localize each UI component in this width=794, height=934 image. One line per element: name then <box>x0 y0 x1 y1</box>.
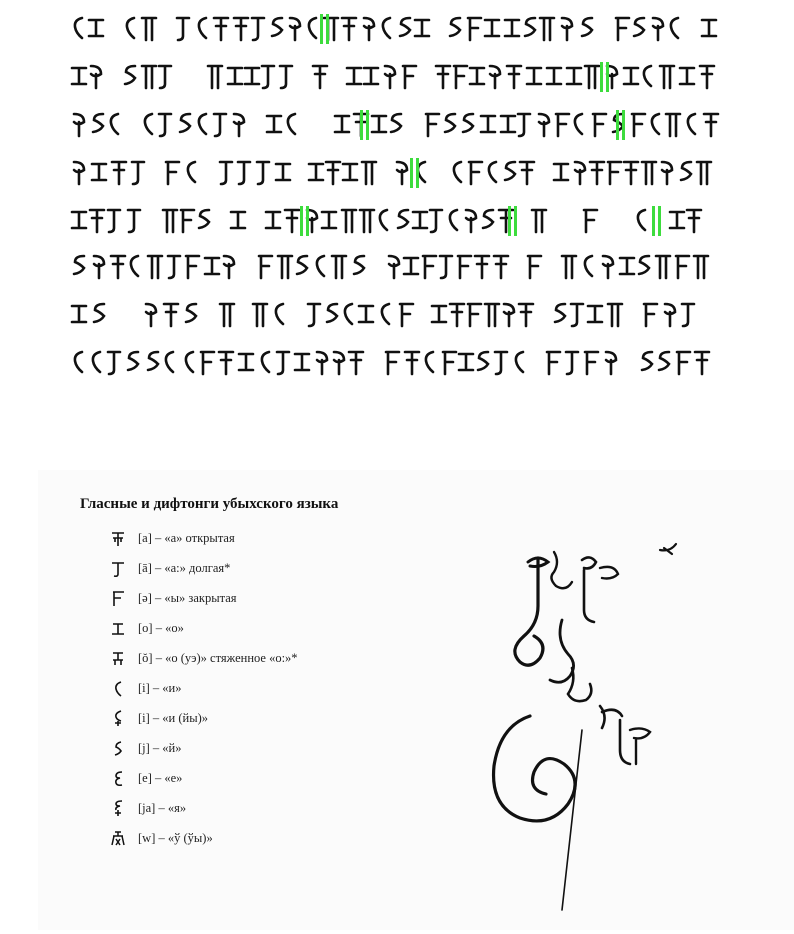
script-glyph <box>199 114 206 134</box>
row-text: [o] – «о» <box>138 620 184 635</box>
script-glyph <box>404 258 418 274</box>
script-glyph <box>475 256 489 278</box>
script-glyph <box>309 164 323 180</box>
script-glyph <box>327 304 337 322</box>
script-glyph <box>224 256 234 278</box>
script-glyph <box>128 210 140 232</box>
separator-mark <box>606 62 609 92</box>
script-glyph <box>257 162 269 184</box>
script-glyph <box>309 18 316 38</box>
script-glyph <box>234 18 248 40</box>
separator-mark <box>320 14 323 44</box>
script-glyph <box>342 210 356 232</box>
table-row <box>110 556 230 580</box>
script-glyph <box>555 304 565 322</box>
script-glyph <box>403 66 416 88</box>
row-text: [ā] – «а:» долгая* <box>138 560 231 575</box>
table-row <box>110 826 213 850</box>
script-glyph <box>262 66 274 88</box>
script-glyph <box>142 18 156 40</box>
a-glyph-icon <box>110 529 126 547</box>
script-glyph <box>702 20 716 36</box>
aa-glyph-icon <box>110 559 126 577</box>
script-glyph <box>326 162 340 184</box>
script-glyph <box>266 212 280 228</box>
script-glyph <box>405 352 419 374</box>
script-glyph <box>670 212 684 228</box>
script-glyph <box>413 212 427 228</box>
script-glyph <box>483 210 493 228</box>
script-glyph <box>285 210 299 232</box>
o-glyph-icon <box>110 619 126 637</box>
separator-mark <box>658 206 661 236</box>
script-glyph <box>616 18 629 40</box>
script-glyph <box>700 66 714 88</box>
script-glyph <box>652 114 659 134</box>
separator-mark <box>616 110 619 140</box>
script-glyph <box>391 114 401 132</box>
script-glyph <box>454 162 461 182</box>
script-glyph <box>540 18 554 40</box>
script-glyph <box>681 162 691 180</box>
script-glyph <box>252 18 264 40</box>
script-glyph <box>426 352 433 372</box>
separator-mark <box>652 206 655 236</box>
script-glyph <box>400 18 410 36</box>
calligraphy-illustration <box>450 540 700 920</box>
script-glyph <box>466 210 476 232</box>
script-glyph <box>72 212 86 228</box>
script-glyph <box>231 212 245 228</box>
row-text: [a] – «а» открытая <box>138 530 235 545</box>
separator-mark <box>416 158 419 188</box>
script-glyph <box>159 66 171 88</box>
script-glyph <box>624 162 638 184</box>
script-glyph <box>188 162 195 182</box>
script-glyph <box>345 304 352 324</box>
script-glyph <box>660 66 674 88</box>
script-glyph <box>92 164 106 180</box>
script-glyph <box>128 352 138 370</box>
script-glyph <box>208 66 222 88</box>
script-glyph <box>450 210 457 230</box>
script-glyph <box>585 256 592 276</box>
script-glyph <box>146 304 156 326</box>
script-glyph <box>481 116 495 132</box>
script-glyph <box>566 352 578 374</box>
script-glyph <box>93 114 103 132</box>
script-glyph <box>72 68 86 84</box>
script-glyph <box>585 352 598 374</box>
script-glyph <box>131 256 138 276</box>
script-glyph <box>584 210 597 232</box>
script-glyph <box>159 114 171 136</box>
separator-mark <box>622 110 625 140</box>
script-glyph <box>93 352 100 372</box>
script-glyph <box>644 66 651 86</box>
separator-mark <box>360 110 363 140</box>
script-glyph <box>199 18 206 38</box>
script-glyph <box>677 352 690 374</box>
script-glyph <box>245 68 259 84</box>
script-glyph <box>507 66 521 88</box>
script-glyph <box>276 304 283 324</box>
script-glyph <box>74 114 84 136</box>
script-glyph <box>372 116 386 132</box>
script-glyph <box>454 66 467 88</box>
script-glyph <box>354 256 364 274</box>
row-text: [w] – «ў (ўы)» <box>138 830 213 845</box>
table-row <box>110 646 298 670</box>
script-glyph <box>186 304 196 322</box>
script-glyph <box>234 114 244 136</box>
script-glyph <box>385 66 395 88</box>
script-glyph <box>168 256 180 278</box>
script-glyph <box>347 68 361 84</box>
script-glyph <box>501 116 515 132</box>
script-glyph <box>349 352 363 374</box>
script-glyph <box>415 20 429 36</box>
script-glyph <box>201 352 214 374</box>
script-glyph <box>94 256 104 278</box>
script-glyph <box>445 114 455 132</box>
script-glyph <box>262 352 269 372</box>
script-glyph <box>463 114 473 132</box>
script-glyph <box>186 256 199 278</box>
schwa-glyph-icon <box>110 589 126 607</box>
script-glyph <box>634 18 644 36</box>
row-text: [i] – «и» <box>138 680 182 695</box>
script-glyph <box>470 68 484 84</box>
script-glyph <box>276 164 290 180</box>
script-glyph <box>593 114 606 136</box>
script-glyph <box>695 352 709 374</box>
script-glyph <box>220 162 232 184</box>
script-glyph <box>177 18 189 40</box>
script-glyph <box>562 256 576 278</box>
script-glyph <box>642 162 656 184</box>
script-glyph <box>450 18 460 36</box>
script-glyph <box>148 256 162 278</box>
script-glyph <box>74 162 84 184</box>
script-glyph <box>364 18 374 40</box>
script-glyph <box>148 352 158 370</box>
script-glyph <box>205 258 219 274</box>
separator-mark <box>600 62 603 92</box>
script-glyph <box>682 304 694 326</box>
script-glyph <box>575 114 582 134</box>
script-glyph <box>259 256 272 278</box>
script-glyph <box>383 18 390 38</box>
script-glyph <box>359 306 373 322</box>
script-glyph <box>525 18 535 36</box>
script-glyph <box>659 352 669 370</box>
script-glyph <box>697 162 711 184</box>
script-glyph <box>342 18 356 40</box>
script-glyph <box>547 68 561 84</box>
separator-mark <box>300 206 303 236</box>
script-glyph <box>219 352 233 374</box>
script-glyph <box>571 304 583 326</box>
script-glyph <box>608 162 621 184</box>
script-glyph <box>125 66 135 84</box>
row-text: [i] – «и (йы)» <box>138 710 209 725</box>
script-glyph <box>142 66 156 88</box>
script-glyph <box>468 304 481 326</box>
script-glyph <box>459 354 473 370</box>
script-glyph <box>582 18 592 36</box>
script-glyph <box>606 352 616 374</box>
separator-mark <box>366 110 369 140</box>
script-glyph <box>653 18 663 40</box>
script-glyph <box>278 256 292 278</box>
row-text: [e] – «е» <box>138 770 183 785</box>
script-glyph <box>588 306 602 322</box>
script-glyph <box>214 114 226 136</box>
script-glyph <box>295 354 309 370</box>
script-glyph <box>288 114 295 134</box>
script-glyph <box>575 162 585 184</box>
script-glyph <box>75 352 82 372</box>
script-glyph <box>639 256 649 274</box>
script-glyph <box>145 114 152 134</box>
script-glyph <box>662 162 672 184</box>
script-glyph <box>108 352 120 374</box>
row-text: [ŏ] – «о (уэ)» стяженное «о:»* <box>138 650 298 665</box>
script-glyph <box>688 114 695 134</box>
separator-mark <box>306 206 309 236</box>
script-glyph <box>228 68 242 84</box>
script-glyph <box>450 304 464 326</box>
script-glyph <box>280 66 292 88</box>
script-glyph <box>199 210 209 228</box>
script-glyph <box>432 306 446 322</box>
script-glyph <box>694 256 708 278</box>
row-text: [ə] – «ы» закрытая <box>138 590 237 605</box>
script-glyph <box>290 18 300 40</box>
table-row <box>110 676 182 700</box>
script-glyph <box>671 18 678 38</box>
script-glyph <box>426 114 439 136</box>
script-glyph <box>469 162 482 184</box>
script-glyph <box>532 210 546 232</box>
script-glyph <box>335 116 349 132</box>
script-glyph <box>567 68 581 84</box>
iy-glyph-icon <box>110 709 126 727</box>
script-glyph <box>556 114 569 136</box>
table-title: Гласные и дифтонги убыхского языка <box>80 496 339 512</box>
script-glyph <box>239 354 253 370</box>
script-glyph <box>127 18 134 38</box>
script-glyph <box>362 162 376 184</box>
script-glyph <box>91 66 101 88</box>
script-glyph <box>382 304 389 324</box>
w-glyph-icon <box>110 829 126 847</box>
script-glyph <box>75 18 82 38</box>
script-glyph <box>485 304 499 326</box>
script-glyph <box>343 164 357 180</box>
script-glyph <box>380 210 387 230</box>
script-glyph <box>528 256 541 278</box>
script-glyph <box>272 18 282 36</box>
script-glyph <box>680 68 694 84</box>
script-glyph <box>478 352 488 370</box>
script-glyph <box>505 20 519 36</box>
script-glyph <box>317 256 324 276</box>
script-glyph <box>253 304 267 326</box>
script-glyph <box>112 162 126 184</box>
i-glyph-icon <box>110 679 126 697</box>
script-glyph <box>166 162 179 184</box>
script-glyph <box>74 256 84 274</box>
oo-glyph-icon <box>110 649 126 667</box>
script-glyph <box>430 210 442 232</box>
script-glyph <box>386 352 399 374</box>
script-glyph <box>181 210 194 232</box>
table-row <box>110 796 186 820</box>
script-glyph <box>505 162 515 180</box>
script-glyph <box>440 256 452 278</box>
script-glyph <box>423 256 436 278</box>
script-glyph <box>520 162 534 184</box>
script-glyph <box>163 210 177 232</box>
table-row <box>110 736 182 760</box>
script-glyph <box>317 352 327 374</box>
script-glyph <box>585 66 599 88</box>
script-glyph <box>547 352 560 374</box>
script-glyph <box>687 210 701 232</box>
script-glyph <box>458 256 471 278</box>
script-glyph <box>334 352 344 374</box>
separator-mark <box>508 206 511 236</box>
script-glyph <box>89 20 103 36</box>
script-glyph <box>656 256 670 278</box>
script-glyph <box>238 162 250 184</box>
script-glyph <box>94 304 104 322</box>
script-glyph <box>644 304 657 326</box>
e-glyph-icon <box>110 769 126 787</box>
script-glyph <box>164 304 178 326</box>
table-row <box>110 766 182 790</box>
script-glyph <box>397 162 407 184</box>
script-glyph <box>90 210 104 232</box>
script-glyph <box>332 256 346 278</box>
script-glyph <box>490 66 500 88</box>
script-glyph <box>277 352 289 374</box>
ja-glyph-icon <box>110 799 126 817</box>
script-glyph <box>620 258 634 274</box>
script-glyph <box>186 352 193 372</box>
script-glyph <box>624 68 638 84</box>
table-row <box>110 616 184 640</box>
j-glyph-icon <box>110 739 126 757</box>
script-glyph <box>108 210 120 232</box>
row-text: [j] – «й» <box>138 740 182 755</box>
script-glyph <box>562 18 572 40</box>
script-glyph <box>111 256 125 278</box>
script-glyph <box>322 212 336 228</box>
script-glyph <box>504 304 514 326</box>
script-glyph <box>495 352 507 374</box>
script-glyph <box>608 304 622 326</box>
script-glyph <box>111 114 118 134</box>
script-glyph <box>494 256 508 278</box>
script-glyph <box>360 210 374 232</box>
script-glyph <box>364 68 378 84</box>
script-glyph <box>519 304 533 326</box>
script-glyph <box>132 162 144 184</box>
script-glyph <box>527 68 541 84</box>
script-glyph <box>539 114 549 136</box>
script-glyph <box>180 114 190 132</box>
script-glyph <box>676 256 689 278</box>
script-glyph <box>590 162 604 184</box>
script-glyph <box>642 352 652 370</box>
script-glyph <box>485 20 499 36</box>
separator-mark <box>410 158 413 188</box>
script-glyph <box>666 114 680 136</box>
table-row <box>110 526 235 550</box>
script-glyph <box>489 162 496 182</box>
table-row <box>110 706 208 730</box>
script-glyph <box>468 18 481 40</box>
script-glyph <box>603 256 613 278</box>
script-glyph <box>214 18 228 40</box>
script-glyph <box>638 210 645 230</box>
separator-mark <box>326 14 329 44</box>
script-text-block <box>0 0 794 400</box>
script-glyph <box>308 304 320 326</box>
script-glyph <box>166 352 173 372</box>
script-glyph <box>443 352 456 374</box>
script-glyph <box>632 114 645 136</box>
script-glyph <box>400 304 413 326</box>
script-glyph <box>398 210 408 228</box>
script-glyph <box>297 256 307 274</box>
script-glyph <box>704 114 718 136</box>
script-glyph <box>665 304 675 326</box>
table-row <box>110 586 237 610</box>
script-glyph <box>313 66 327 88</box>
script-glyph <box>518 114 530 136</box>
script-glyph <box>554 164 568 180</box>
script-glyph <box>516 352 523 372</box>
script-glyph <box>220 304 234 326</box>
script-glyph <box>436 66 450 88</box>
row-text: [ja] – «я» <box>138 800 187 815</box>
separator-mark <box>514 206 517 236</box>
script-glyph <box>72 306 86 322</box>
script-glyph <box>389 256 399 278</box>
script-glyph <box>267 116 281 132</box>
